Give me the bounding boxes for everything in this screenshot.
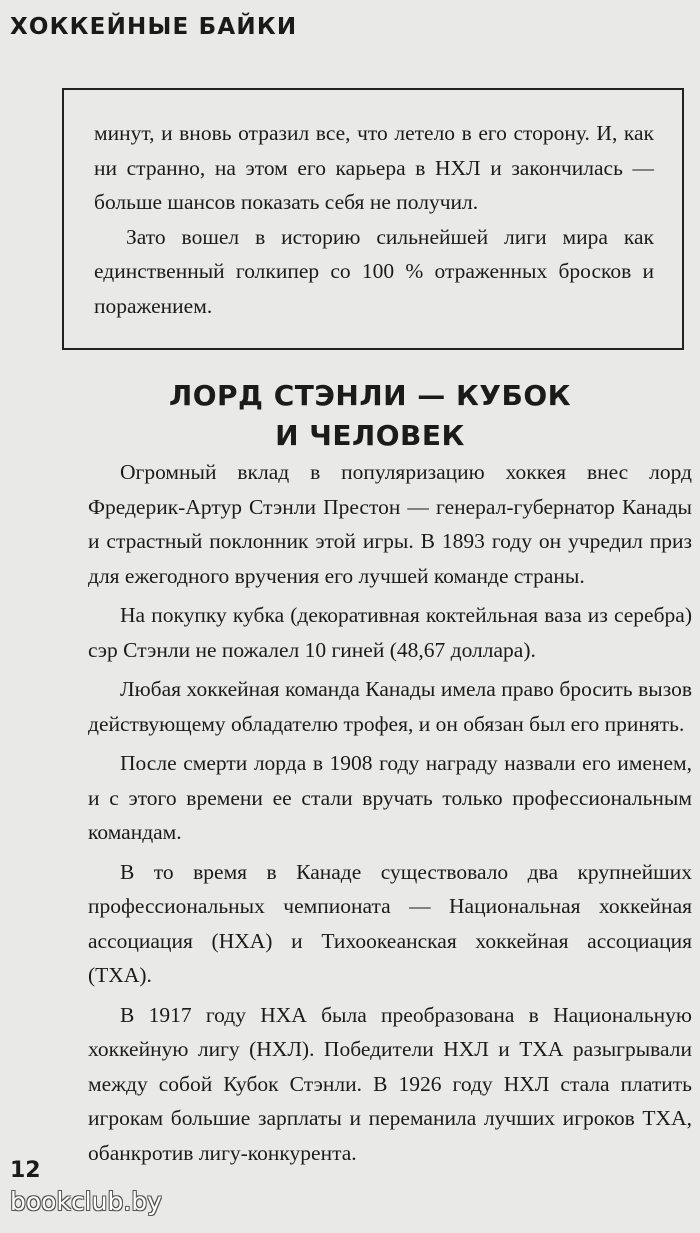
body-paragraph: В 1917 году НХА была преобразована в Национальную хоккейную лигу (НХЛ). Победители НХЛ и ТХА разыгрывали между собой Кубок Стэнли. В 1926 году НХЛ стала платить игрокам большие зарплаты и переманила лучших игроков ТХА, обанкротив лигу-конкурента.: [88, 1002, 692, 1165]
body-paragraph: Огромный вклад в популяризацию хоккея внес лорд Фредерик-Артур Стэнли Престон — генерал-губернатор Канады и страстный поклонник этой игры. В 1893 году он учредил приз для ежегодного вручения его лучшей команде страны.: [88, 460, 692, 588]
box-paragraph: минут, и вновь отразил все, что летело в его сторону. И, как ни странно, на этом его карьера в НХЛ и закончилась — больше шансов показать себя не получил.: [94, 121, 654, 214]
watermark: bookclub.by: [10, 1187, 162, 1216]
page-number: 12: [10, 1158, 41, 1183]
body-text: [88, 455, 692, 1175]
body-paragraph: Любая хоккейная команда Канады имела право бросить вызов действующему обладателю трофея, и он обязан был его принять.: [88, 677, 692, 736]
section-heading: [90, 376, 650, 456]
body-paragraph: После смерти лорда в 1908 году награду назвали его именем, и с этого времени ее стали вручать только профессиональным командам.: [88, 751, 692, 844]
sidebar-box: [62, 88, 684, 350]
box-paragraph: Зато вошел в историю сильнейшей лиги мира как единственный голкипер со 100 % отраженных бросков и поражением.: [94, 224, 654, 318]
body-paragraph: На покупку кубка (декоративная коктейльная ваза из серебра) сэр Стэнли не пожалел 10 гиней (48,67 доллара).: [88, 603, 692, 662]
body-paragraph: В то время в Канаде существовало два крупнейших профессиональных чемпионата — Национальная хоккейная ассоциация (НХА) и Тихоокеанская хоккейная ассоциация (ТХА).: [88, 859, 692, 987]
section-heading-line: И ЧЕЛОВЕК: [275, 419, 465, 452]
running-head: ХОККЕЙНЫЕ БАЙКИ: [10, 14, 298, 40]
section-heading-line: ЛОРД СТЭНЛИ — КУБОК: [168, 379, 572, 412]
